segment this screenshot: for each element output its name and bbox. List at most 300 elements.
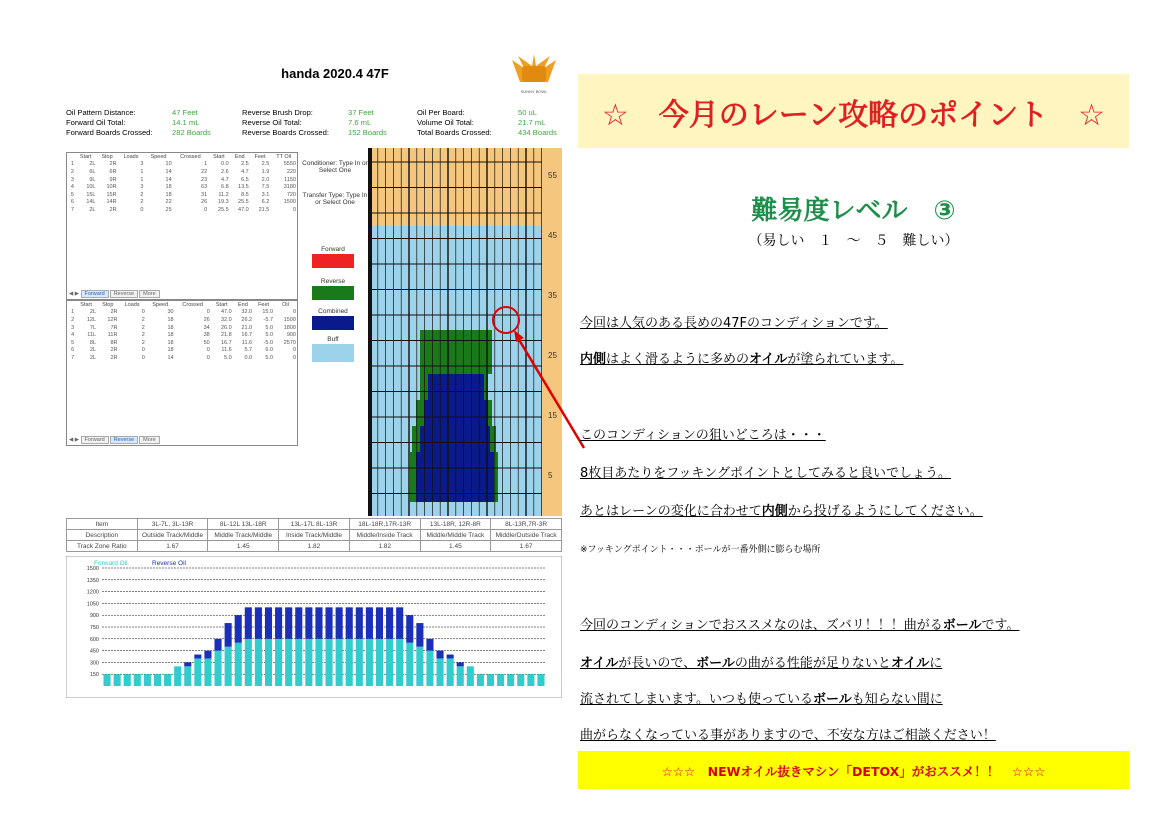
table-cell: 4.7	[221, 176, 229, 183]
guide-bold: 内側	[580, 352, 607, 367]
report-title: handa 2020.4 47F	[281, 66, 389, 81]
guide-line-9	[580, 724, 996, 743]
table-cell: 1	[204, 161, 208, 168]
bar-reverse-oil	[376, 607, 383, 638]
table-cell: 47.0	[220, 309, 232, 316]
table-cell: 5.0	[265, 332, 274, 339]
legend-panel	[298, 148, 370, 516]
y-tick-label: 900	[89, 613, 99, 620]
bar-forward-oil	[517, 674, 524, 686]
bar-forward-oil	[164, 674, 171, 686]
table-cell: 1.45	[208, 541, 279, 552]
table-cell: 6.5	[241, 176, 249, 183]
table-cell: 0	[292, 354, 296, 361]
table-cell: 18	[165, 184, 172, 191]
table-cell: 10	[165, 161, 172, 168]
table-row	[67, 199, 297, 207]
oil-per-board-value: 50 uL	[518, 108, 538, 117]
total-boards-crossed-label: Total Boards Crossed:	[417, 128, 492, 137]
column-header: Start	[80, 301, 92, 308]
bar-forward-oil	[225, 647, 232, 686]
table-cell: Outside Track/Middle	[137, 530, 208, 541]
table-cell: 18	[167, 332, 174, 339]
table-cell: 7L	[89, 324, 97, 331]
bar-forward-oil	[174, 666, 181, 686]
logo-text: SUNNY BOWL	[520, 89, 548, 94]
callout-arrow	[518, 338, 584, 448]
table-row	[67, 176, 297, 184]
table-cell: 2L	[89, 354, 97, 361]
sheet-tab-reverse[interactable]: Reverse	[110, 290, 138, 298]
legend-forward-swatch	[312, 254, 354, 268]
guide-line-2	[580, 348, 903, 367]
table-cell: 26.0	[220, 324, 232, 331]
table-cell: 3	[140, 161, 144, 168]
table-cell: 7	[70, 206, 74, 213]
legend-reverse-label: Reverse	[320, 278, 346, 285]
bar-reverse-oil	[386, 607, 393, 638]
guide-line-3	[580, 424, 826, 443]
table-cell: 7	[71, 354, 75, 361]
table-cell: 11R	[107, 332, 118, 339]
reverse-boards-crossed-value: 152 Boards	[348, 128, 387, 137]
table-row	[67, 324, 297, 332]
table-cell: 1	[70, 161, 74, 168]
table-cell: 2L	[89, 206, 96, 213]
table-cell: 0	[206, 354, 210, 361]
table-row	[67, 309, 297, 317]
transfer-type-label: Transfer Type: Type In or Select One	[302, 192, 368, 206]
bar-reverse-oil	[336, 607, 343, 638]
table-cell: 1.82	[349, 541, 420, 552]
table-cell: 4.7	[241, 168, 249, 175]
guide-bold: ボール	[812, 692, 852, 707]
bar-forward-oil	[487, 674, 494, 686]
bar-forward-oil	[467, 666, 474, 686]
y-tick-label: 150	[89, 672, 99, 679]
table-cell: 8L	[89, 339, 97, 346]
row-label: Item	[67, 519, 138, 530]
table-cell: 3L-7L, 3L-13R	[137, 519, 208, 530]
bar-forward-oil	[215, 651, 222, 686]
table-cell: 220	[286, 168, 296, 175]
y-tick-label: 1350	[86, 577, 99, 584]
guide-text: から投げるようにしてください。	[787, 504, 983, 519]
sheet-tab-more[interactable]: More	[139, 290, 160, 298]
table-cell: 2	[141, 339, 145, 346]
distance-tick-label: 15	[548, 411, 557, 420]
table-cell: 1.67	[491, 541, 562, 552]
table-cell: 0	[292, 347, 296, 354]
table-row	[67, 347, 297, 355]
table-cell: 5.7	[244, 347, 253, 354]
y-tick-label: 750	[89, 625, 99, 631]
guide-text: です。	[981, 618, 1020, 633]
table-cell: 2L	[89, 347, 97, 354]
bar-reverse-oil	[265, 607, 272, 638]
table-cell: 5.0	[265, 324, 274, 331]
guide-line-1	[580, 312, 888, 331]
table-row	[67, 541, 562, 552]
column-header: Crossed	[180, 153, 201, 160]
table-cell: 3.1	[261, 191, 270, 198]
table-cell: 2.6	[221, 168, 229, 175]
table-cell: 21.5	[258, 206, 270, 213]
column-header: End	[234, 153, 245, 160]
bar-reverse-oil	[295, 607, 302, 638]
bar-forward-oil	[194, 658, 201, 686]
table-cell: 0	[206, 347, 210, 354]
column-header: Feet	[258, 301, 270, 308]
guide-text: 今回のコンディションでおススメなのは、ズバリ！！！曲がる	[580, 618, 943, 633]
bar-reverse-oil	[437, 651, 444, 659]
bar-forward-oil	[386, 639, 393, 686]
bar-reverse-oil	[184, 662, 191, 666]
table-cell: 15.0	[262, 309, 274, 316]
guide-bold: ボール	[942, 618, 982, 633]
table-cell: 2	[140, 199, 144, 206]
table-cell: 0.0	[221, 161, 229, 168]
table-cell: 8L-12L 13L-18R	[208, 519, 279, 530]
difficulty-range: （易しい １ ～ ５ 難しい）	[748, 233, 959, 249]
table-cell: 10R	[106, 184, 117, 191]
bar-reverse-oil	[225, 623, 232, 647]
legend-forward	[312, 246, 354, 268]
bar-forward-oil	[295, 639, 302, 686]
bar-forward-oil	[326, 639, 333, 686]
table-cell: 18	[167, 324, 174, 331]
table-row	[67, 161, 297, 169]
table-cell: 0	[206, 309, 210, 316]
oil-volume-bar-chart	[66, 556, 562, 698]
table-cell: 6.2	[261, 199, 270, 206]
guide-bold: オイル	[580, 656, 619, 671]
table-cell: 30	[167, 309, 174, 316]
table-cell: 14	[165, 176, 172, 183]
oil-pattern-distance-value: 47 Feet	[172, 108, 198, 117]
bar-forward-oil	[497, 674, 504, 686]
bar-reverse-oil	[235, 615, 242, 643]
bar-reverse-oil	[457, 662, 464, 666]
table-cell: 7.5	[261, 184, 270, 191]
bar-forward-oil	[477, 674, 484, 686]
table-cell: 0	[292, 309, 296, 316]
table-cell: 5.0	[224, 354, 232, 361]
bar-forward-oil	[285, 639, 292, 686]
column-header: Start	[79, 153, 92, 160]
table-cell: 1150	[284, 176, 296, 183]
table-cell: 3	[70, 176, 74, 183]
table-cell: 9L	[89, 176, 96, 183]
table-cell: 3	[71, 324, 75, 331]
column-header: Feet	[254, 153, 266, 160]
table-cell: 18	[165, 191, 172, 198]
legend-combined-label: Combined	[318, 308, 348, 315]
bar-forward-oil	[235, 643, 242, 686]
table-cell: 16.7	[241, 332, 253, 339]
y-tick-label: 1200	[86, 589, 99, 596]
table-cell: 11.6	[241, 339, 253, 346]
table-header-row	[67, 301, 297, 309]
table-cell: 13L-17L 8L-13R	[279, 519, 350, 530]
table-cell: Middle/Outside Track	[491, 530, 562, 541]
guide-line-6	[580, 614, 1019, 633]
table-cell: 4	[71, 332, 75, 339]
column-header: Crossed	[182, 301, 203, 308]
bar-reverse-oil	[396, 607, 403, 638]
bar-forward-oil	[396, 639, 403, 686]
table-cell: 720	[286, 191, 296, 198]
table-cell: 9R	[109, 176, 117, 183]
table-cell: Middle Track/Middle	[208, 530, 279, 541]
guide-text: 曲がらなくなっている事がありますので、不安な方はご相談ください！	[580, 728, 996, 743]
bar-forward-oil	[416, 647, 423, 686]
table-cell: 1	[71, 309, 75, 316]
bar-forward-oil	[447, 658, 454, 686]
table-cell: 2570	[283, 339, 296, 346]
bar-reverse-oil	[215, 639, 222, 651]
table-cell: 13L-18R, 12R-8R	[420, 519, 491, 530]
table-cell: 0	[140, 206, 144, 213]
table-cell: 22	[165, 199, 172, 206]
bar-forward-oil	[376, 639, 383, 686]
table-cell: 0	[204, 206, 208, 213]
table-cell: 1500	[283, 316, 296, 323]
table-cell: 2R	[109, 206, 117, 213]
bar-reverse-oil	[366, 607, 373, 638]
table-cell: 25.5	[238, 199, 249, 206]
sheet-tab-reverse[interactable]: Reverse	[110, 436, 138, 444]
guide-text: 今回は人気のある長めの47Fのコンディションです。	[580, 316, 888, 331]
bar-forward-oil	[406, 643, 413, 686]
table-cell: 900	[286, 332, 296, 339]
reverse-boards-crossed-label: Reverse Boards Crossed:	[242, 128, 329, 137]
legend-forward-oil: Forward Oil	[94, 560, 128, 567]
guide-text: このコンディションの狙いどころは・・・	[580, 428, 826, 443]
row-label: Track Zone Ratio	[67, 541, 138, 552]
bar-forward-oil	[184, 666, 191, 686]
bar-reverse-oil	[285, 607, 292, 638]
bar-forward-oil	[527, 674, 534, 686]
bar-reverse-oil	[426, 639, 433, 651]
bar-forward-oil	[275, 639, 282, 686]
table-cell: -5.7	[263, 316, 274, 323]
bar-forward-oil	[356, 639, 363, 686]
distance-tick-label: 45	[548, 231, 557, 240]
column-header: Stop	[101, 153, 113, 160]
table-cell: 13.5	[238, 184, 249, 191]
forward-oil-table	[66, 152, 298, 300]
sheet-tab-forward[interactable]: Forward	[81, 290, 109, 298]
distance-tick-label: 25	[548, 351, 557, 360]
table-cell: 14	[167, 354, 174, 361]
table-header-row	[67, 153, 297, 161]
column-header: Speed	[152, 301, 169, 308]
table-cell: Inside Track/Middle	[279, 530, 350, 541]
row-label: Description	[67, 530, 138, 541]
column-header	[67, 301, 75, 309]
bar-reverse-oil	[275, 607, 282, 638]
guide-text: 8枚目あたりをフッキングポイントとしてみると良いでしょう。	[580, 466, 951, 481]
table-cell: Middle/Middle Track	[420, 530, 491, 541]
table-cell: 2	[141, 324, 145, 331]
table-cell: 21.0	[241, 324, 253, 331]
bar-reverse-oil	[204, 651, 211, 659]
legend-combined-swatch	[312, 316, 354, 330]
table-cell: 6.8	[221, 184, 229, 191]
y-tick-label: 1050	[86, 601, 99, 608]
table-cell: 6R	[109, 168, 117, 175]
y-tick-label: 600	[89, 636, 99, 643]
table-cell: 2R	[109, 161, 117, 168]
column-header: TT Oil	[276, 153, 292, 160]
volume-oil-total-label: Volume Oil Total:	[417, 118, 474, 127]
table-cell: 18	[167, 316, 174, 323]
table-row	[67, 519, 562, 530]
table-cell: 6.0	[265, 347, 274, 354]
column-header: Loads	[123, 153, 139, 160]
table-cell: 1	[140, 176, 144, 183]
table-cell: 26.2	[241, 316, 253, 323]
guide-text: も知らない間に	[851, 692, 943, 707]
bar-reverse-oil	[315, 607, 322, 638]
column-header: Start	[215, 301, 228, 308]
headline-box	[578, 74, 1129, 148]
distance-tick-label: 5	[548, 471, 553, 480]
guide-bold: オイル	[749, 352, 788, 367]
table-cell: 16.7	[220, 339, 232, 346]
bar-forward-oil	[144, 674, 151, 686]
table-cell: 3	[140, 184, 144, 191]
table-row	[67, 168, 297, 176]
distance-tick-label: 35	[548, 291, 557, 300]
bar-reverse-oil	[346, 607, 353, 638]
table-cell: 25	[165, 206, 172, 213]
reverse-oil-total-label: Reverse Oil Total:	[242, 118, 302, 127]
table-cell: 2R	[110, 347, 118, 354]
guide-text: あとはレーンの変化に合わせて	[580, 504, 762, 519]
legend-buff	[312, 336, 354, 362]
table-cell: 2L	[89, 309, 97, 316]
reverse-brush-drop-value: 37 Feet	[348, 108, 374, 117]
forward-boards-crossed-label: Forward Boards Crossed:	[66, 128, 153, 137]
table-cell: 23	[201, 176, 208, 183]
table-cell: 12L	[86, 316, 97, 323]
table-cell: 32.0	[241, 309, 253, 316]
table-cell: 2	[140, 191, 144, 198]
sheet-tabs: ◀ ▶ Forward Reverse More	[69, 291, 161, 297]
difficulty-level: 難易度レベル ③	[751, 196, 956, 226]
table-cell: 6	[70, 199, 74, 206]
table-cell: 18L-18R,17R-13R	[349, 519, 420, 530]
table-cell: 2.5	[241, 161, 249, 168]
table-row	[67, 331, 297, 339]
column-header: Loads	[124, 301, 140, 308]
forward-oil-total-label: Forward Oil Total:	[66, 118, 126, 127]
y-tick-label: 1500	[86, 566, 99, 572]
bar-forward-oil	[154, 674, 161, 686]
table-cell: 6	[71, 347, 75, 354]
table-row	[67, 354, 297, 362]
bar-forward-oil	[255, 639, 262, 686]
bar-reverse-oil	[406, 615, 413, 643]
table-cell: 22	[201, 168, 208, 175]
hooking-point-note: ※フッキングポイント・・・ボールが一番外側に膨らむ場所	[580, 545, 821, 555]
guide-text: はよく滑るように多めの	[606, 352, 750, 367]
table-cell: 2.5	[261, 161, 270, 168]
guide-line-5	[580, 500, 983, 519]
table-cell: 18	[167, 347, 174, 354]
bar-forward-oil	[204, 658, 211, 686]
guide-line-4	[580, 462, 951, 481]
oil-per-board-label: Oil Per Board:	[417, 108, 465, 117]
table-cell: 3180	[283, 184, 296, 191]
sheet-tab-more[interactable]: More	[139, 436, 160, 444]
bar-reverse-oil	[305, 607, 312, 638]
table-cell: 34	[203, 324, 210, 331]
forward-boards-crossed-value: 282 Boards	[172, 128, 211, 137]
sheet-tab-forward[interactable]: Forward	[81, 436, 109, 444]
table-cell: 0	[141, 354, 145, 361]
hooking-point-callout	[480, 296, 590, 454]
bar-reverse-oil	[356, 607, 363, 638]
table-cell: 4	[70, 184, 74, 191]
table-cell: 50	[203, 339, 210, 346]
table-cell: 25.5	[217, 206, 229, 213]
table-cell: -5.0	[263, 339, 274, 346]
table-cell: 1.67	[137, 541, 208, 552]
forward-oil-total-value: 14.1 mL	[172, 118, 200, 127]
table-cell: 6L	[89, 168, 96, 175]
table-cell: 2R	[110, 309, 118, 316]
bar-forward-oil	[124, 674, 131, 686]
legend-buff-swatch	[312, 344, 354, 362]
bar-reverse-oil	[416, 623, 423, 647]
legend-reverse-oil: Reverse Oil	[152, 560, 186, 567]
oil-pattern-distance-label: Oil Pattern Distance:	[66, 108, 136, 117]
table-cell: 10L	[86, 184, 96, 191]
hooking-point-circle	[493, 307, 519, 333]
column-header	[67, 153, 75, 161]
distance-tick-label: 55	[548, 171, 557, 180]
bar-forward-oil	[507, 674, 514, 686]
table-cell: 8.5	[241, 191, 249, 198]
guide-bold: オイル	[890, 656, 930, 671]
bar-forward-oil	[346, 639, 353, 686]
table-row	[67, 183, 297, 191]
table-row	[67, 530, 562, 541]
bar-reverse-oil	[447, 655, 454, 659]
bar-forward-oil	[104, 674, 111, 686]
guide-line-7	[580, 652, 942, 671]
table-cell: 14	[165, 168, 172, 175]
table-cell: 8R	[110, 339, 118, 346]
reverse-oil-table	[66, 300, 298, 446]
pattern-summary	[66, 108, 562, 138]
headline-text: ☆ 今月のレーン攻略のポイント ☆	[601, 98, 1106, 133]
table-cell: 11L	[87, 332, 97, 339]
table-cell: Middle/Inside Track	[349, 530, 420, 541]
reverse-brush-drop-label: Reverse Brush Drop:	[242, 108, 313, 117]
arrow-head	[514, 330, 524, 342]
table-cell: 2R	[110, 354, 118, 361]
column-header: Start	[213, 153, 225, 160]
table-cell: 19.3	[217, 199, 229, 206]
bar-forward-oil	[426, 651, 433, 686]
table-row	[67, 206, 297, 214]
table-cell: 1.45	[420, 541, 491, 552]
table-cell: 31	[201, 191, 208, 198]
